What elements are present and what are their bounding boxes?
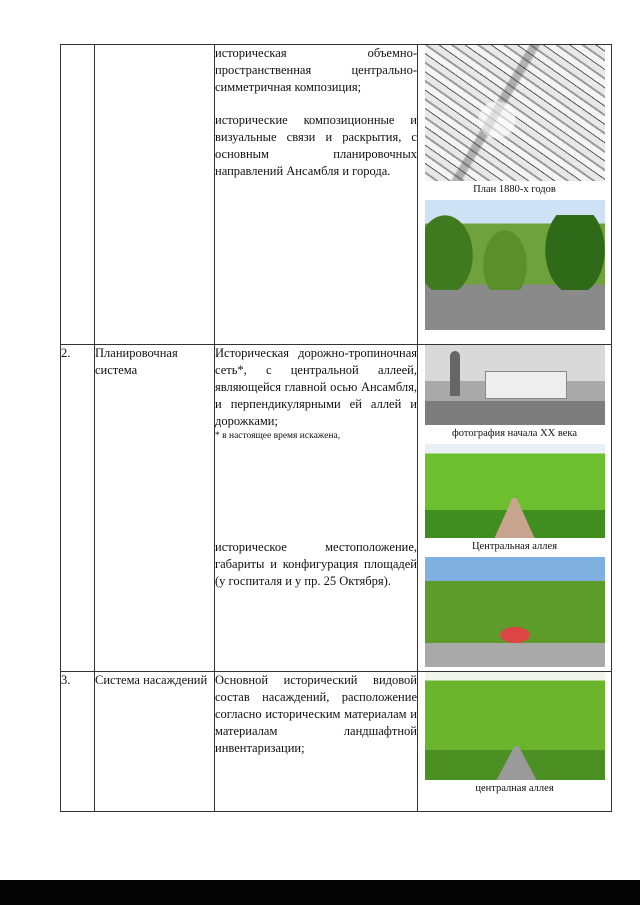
- square-photo-image: [425, 557, 605, 667]
- alley-photo-image: [425, 672, 605, 780]
- image-caption: План 1880-х годов: [473, 184, 556, 195]
- table-row: [61, 45, 612, 345]
- scan-bottom-edge: [0, 880, 640, 905]
- row-description: [215, 45, 418, 345]
- old-photograph-image: [425, 345, 605, 425]
- row-name: Планировочная система: [95, 345, 215, 672]
- image-caption: фотография начала XX века: [451, 428, 578, 439]
- row-images: [418, 672, 612, 812]
- description-paragraph: исторические композиционные и визуальные связи и раскрытия, с основным планировочных направлений Ансамбля и города.: [215, 113, 417, 178]
- row-number: [61, 45, 95, 345]
- description-paragraph: историческое местоположение, габариты и конфигурация площадей (у госпиталя и у пр. 25 Октября).: [215, 540, 417, 588]
- image-caption: Центральная аллея: [471, 541, 558, 552]
- row-images: [418, 345, 612, 672]
- row-name: [95, 45, 215, 345]
- park-photo-image: [425, 200, 605, 330]
- row-number: 3.: [61, 672, 95, 812]
- image-caption: централная аллея: [475, 783, 554, 794]
- central-alley-photo-image: [425, 444, 605, 538]
- description-paragraph: Основной исторический видовой состав насаждений, расположение согласно историческим материалам и материалам ландшафтной инвентаризации;: [215, 673, 417, 755]
- table-row: [61, 345, 612, 672]
- row-number: 2.: [61, 345, 95, 672]
- row-description: [215, 345, 418, 672]
- row-images: [418, 45, 612, 345]
- description-paragraph: Историческая дорожно-тропиночная сеть*, с центральной аллеей, являющейся главной осью Ансамбля, и перпендикулярными ей аллей и дорожками;: [215, 346, 417, 428]
- table-row: [61, 672, 612, 812]
- footnote: * в настоящее время искажена,: [215, 431, 341, 441]
- description-paragraph: историческая объемно-пространственная центрально-симметричная композиция;: [215, 46, 417, 94]
- historic-plan-map-image: [425, 45, 605, 181]
- row-description: [215, 672, 418, 812]
- row-name: Система насаждений: [95, 672, 215, 812]
- monument-elements-table: [60, 44, 612, 812]
